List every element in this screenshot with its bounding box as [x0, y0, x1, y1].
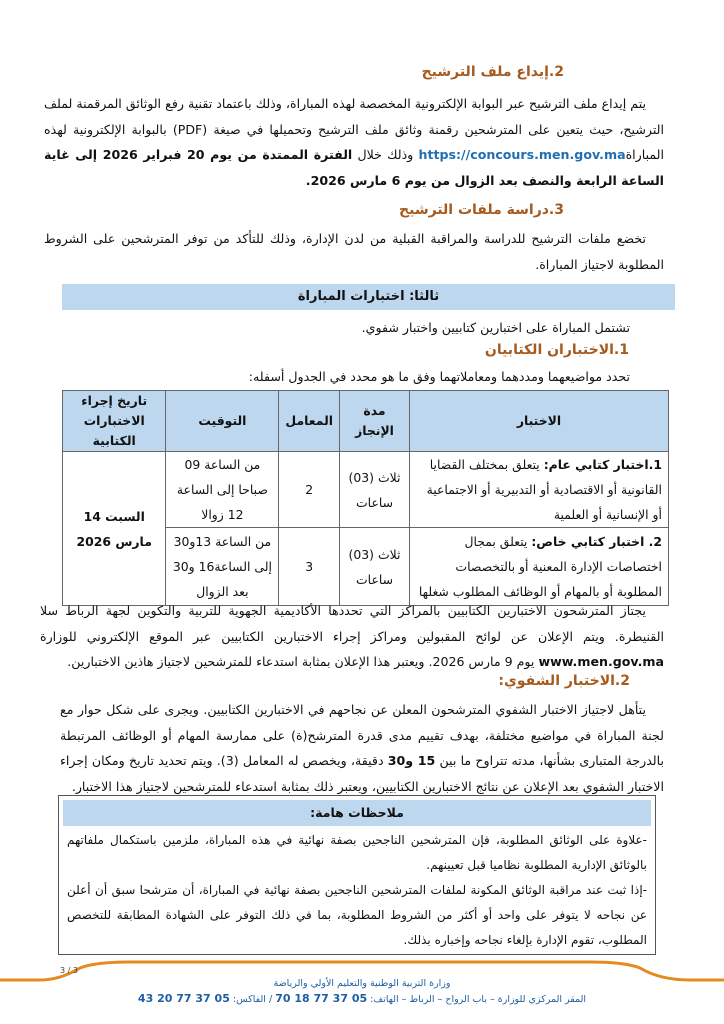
- submission-text-2: وذلك خلال: [352, 147, 419, 162]
- submission-text: يتم إيداع ملف الترشيح عبر البوابة الإلكترونية المخصصة لهذه المباراة، وذلك باعتماد تقنية رفع الوثائق المرقمنة لملف الترشيح، حيث يتعين على المترشحين رقمنة وثائق ملف الترشيح وتحميلها في صيغة (PDF) بالبوابة الإلكترونية لهذه المباراة: [44, 96, 664, 162]
- concours-link[interactable]: https://concours.men.gov.ma: [418, 147, 626, 162]
- note-item: -إذا ثبت عند مراقبة الوثائق المكونة لملفات المترشحين الناجحين بصفة نهائية في المباراة، أن مترشحا سبق أن أعلن عن نجاحه لا يتوفر على واحد أو أكثر من الشروط المطلوبة، بما في ذلك التوفر على الشهادة المطابقة للتخصص المطلوب، تقوم الإدارة بإلغاء نجاحه وإخباره بذلك.: [67, 883, 647, 947]
- written-paragraph: [40, 598, 664, 675]
- fax: 05 37 77 20 43: [137, 992, 230, 1005]
- table-row: [63, 452, 669, 528]
- col-duration: مدة الإنجاز: [340, 391, 410, 452]
- submission-paragraph: [44, 91, 664, 193]
- submission-period: الفترة الممتدة من يوم 20 فبراير 2026 إلى غاية الساعة الرابعة والنصف بعد الزوال من يوم 6 مارس 2026.: [44, 147, 664, 188]
- section-heading-review: 3.دراسة ملفات الترشيح: [399, 202, 564, 218]
- ministry-contact: [0, 992, 724, 1005]
- duration-cell: ثلاث (03) ساعات: [340, 528, 410, 606]
- address: المقر المركزي للوزارة – باب الرواح – الرباط – الهاتف:: [367, 994, 587, 1005]
- col-test: الاختبار: [410, 391, 669, 452]
- test-cell: [410, 452, 669, 528]
- page-footer: [0, 958, 724, 1024]
- oral-paragraph: [60, 697, 664, 799]
- oral-duration: 15 و30: [387, 753, 436, 768]
- page-number: 3 / 3: [60, 966, 78, 975]
- written-tests-heading: 1.الاختباران الكتابيان: [484, 342, 629, 358]
- ministry-name: وزارة التربية الوطنية والتعليم الأولي والرياضة: [273, 978, 451, 989]
- oral-text-2: دقيقة، ويخصص له المعامل (3). ويتم تحديد تاريخ ومكان إجراء الاختبار الشفوي بعد الإعلان عن نتائج الاختبارين الكتابيين، ويعتبر ذلك بمثابة استدعاء للمترشحين لاجتياز هذا الاختبار.: [60, 753, 664, 794]
- duration-cell: ثلاث (03) ساعات: [340, 452, 410, 528]
- review-paragraph: تخضع ملفات الترشيح للدراسة والمراقبة القبلية من لدن الإدارة، وذلك للتأكد من توفر المترشحين على الشروط المطلوبة لاجتياز المباراة.: [44, 231, 664, 272]
- important-notes-box: [58, 795, 656, 955]
- written-text-2: يوم 9 مارس 2026. ويعتبر هذا الإعلان بمثابة استدعاء للمترشحين لاجتياز هاذين الاختبارين.: [67, 654, 539, 669]
- col-date: تاريخ إجراء الاختبارات الكتابية: [63, 391, 166, 452]
- col-coef: المعامل: [279, 391, 340, 452]
- coef-cell: 2: [279, 452, 340, 528]
- men-link[interactable]: www.men.gov.ma: [538, 654, 664, 669]
- col-time: التوقيت: [166, 391, 279, 452]
- notes-title: ملاحظات هامة:: [63, 800, 651, 826]
- oral-text: يتأهل لاجتياز الاختبار الشفوي المترشحون المعلن عن نجاحهم في الاختبارين الكتابيين. ويجرى على شكل حوار مع لجنة المباراة في مواضيع مختلفة، بهدف تقييم مدى قدرة المترشح(ة) على ممارسة المهام أو الوظائف المرتبطة بالدرجة المتبارى بشأنها، مدته تتراوح ما بين: [60, 702, 664, 768]
- test-desc: يتعلق بمجال اختصاصات الإدارة المعنية أو بالتخصصات المطلوبة أو بالمهام أو الوظائف المطلوب شغلها: [418, 534, 662, 599]
- tests-intro: تشتمل المباراة على اختبارين كتابيين واختبار شفوي.: [361, 320, 630, 335]
- fax-label: / الفاكس:: [229, 994, 276, 1005]
- date-cell: السبت 14 مارس 2026: [63, 452, 166, 606]
- time-cell: من الساعة 13و30 إلى الساعة16 و30 بعد الزوال: [166, 528, 279, 606]
- table-header-row: [63, 391, 669, 452]
- test-cell: [410, 528, 669, 606]
- oral-test-heading: 2.الاختبار الشفوي:: [498, 673, 630, 689]
- coef-cell: 3: [279, 528, 340, 606]
- written-text: يجتاز المترشحون الاختبارين الكتابيين بالمراكز التي تحددها الأكاديمية الجهوية للتربية والتكوين لجهة الرباط سلا القنيطرة. ويتم الإعلان عن لوائح المقبولين ومراكز إجراء الاختبارين الكتابيين عبر الموقع الإلكتروني للوزارة: [40, 603, 664, 644]
- phone: 05 37 77 18 70: [275, 992, 368, 1005]
- time-cell: من الساعة 09 صباحا إلى الساعة 12 زوالا: [166, 452, 279, 528]
- section-heading-submission: 2.إيداع ملف الترشيح: [421, 64, 564, 80]
- test-name: 1.اختبار كتابي عام:: [543, 457, 662, 472]
- test-desc: يتعلق بمختلف القضايا القانونية أو الاقتصادية أو التدبيرية أو الاجتماعية أو الإنسانية أو العلمية: [426, 457, 662, 522]
- table-intro: تحدد مواضيعهما ومددهما ومعاملاتهما وفق ما هو محدد في الجدول أسفله:: [248, 369, 630, 384]
- written-tests-table: [62, 390, 669, 606]
- note-item: -علاوة على الوثائق المطلوبة، فإن المترشحين الناجحين بصفة نهائية في هذه المباراة، ملزمين باستكمال ملفاتهم بالوثائق الإدارية المطلوبة نظاميا قبل تعيينهم.: [67, 833, 647, 872]
- part-title-bar: ثالثا: اختبارات المباراة: [62, 284, 675, 310]
- test-name: 2. اختبار كتابي خاص:: [531, 534, 662, 549]
